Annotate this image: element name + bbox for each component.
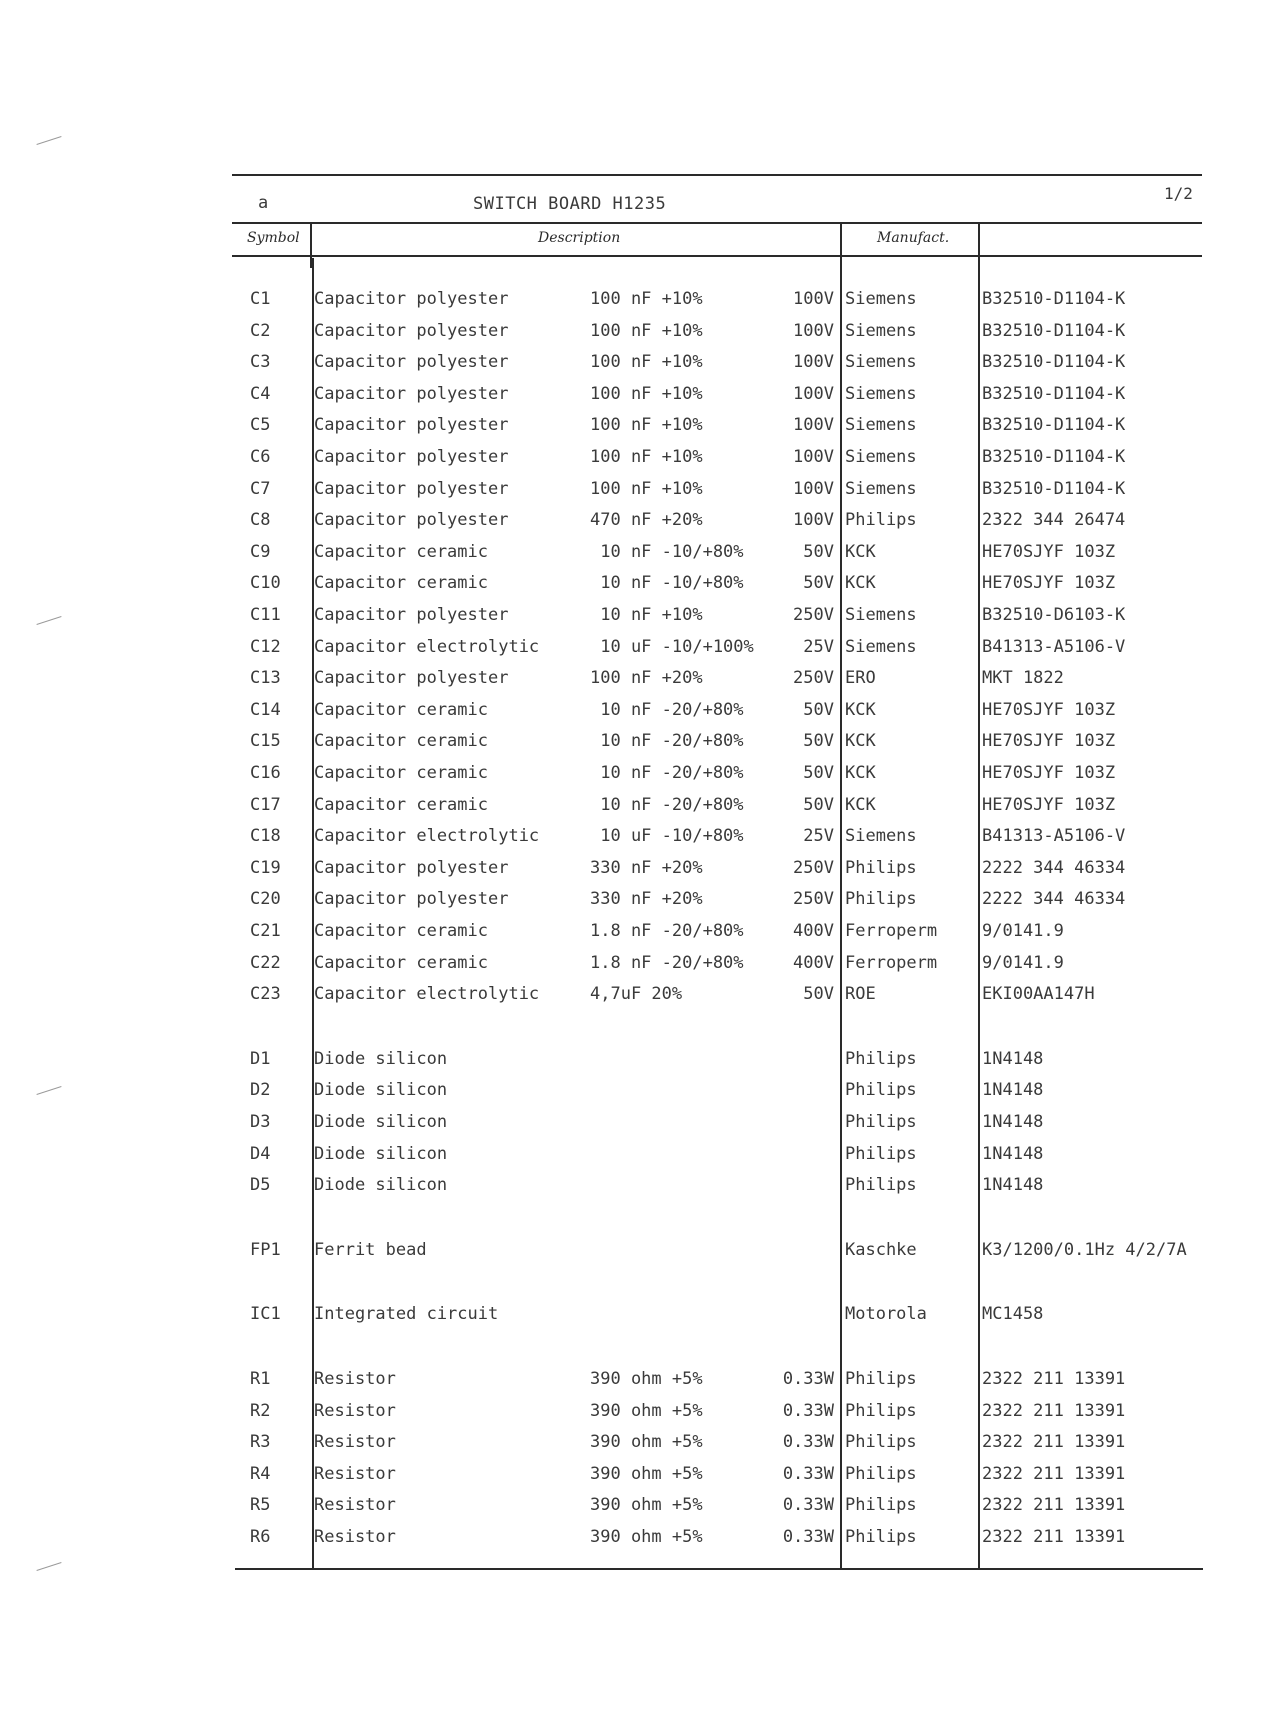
- row-rating: 50V: [803, 542, 834, 562]
- row-part-number: 2322 211 13391: [982, 1401, 1126, 1421]
- row-symbol: C16: [250, 763, 281, 783]
- table-row: [0, 410, 1275, 440]
- table-row: [0, 1522, 1275, 1552]
- table-row: [0, 948, 1275, 978]
- row-rating: 0.33W: [782, 1401, 834, 1421]
- table-row: [0, 1490, 1275, 1520]
- row-part-number: B41313-A5106-V: [982, 826, 1126, 846]
- row-value: 330 nF +20%: [590, 858, 703, 878]
- row-value: 100 nF +10%: [590, 447, 703, 467]
- row-manufacturer: KCK: [845, 542, 876, 562]
- row-description: Capacitor ceramic: [314, 731, 488, 751]
- row-part-number: 9/0141.9: [982, 921, 1064, 941]
- row-rating: 100V: [793, 289, 834, 309]
- row-symbol: R1: [250, 1369, 271, 1389]
- row-symbol: FP1: [250, 1240, 281, 1260]
- table-row: [0, 474, 1275, 504]
- column-header-symbol: Symbol: [247, 230, 300, 246]
- row-rating: 100V: [793, 321, 834, 341]
- row-rating: 0.33W: [782, 1495, 834, 1515]
- row-symbol: C18: [250, 826, 281, 846]
- table-row: [0, 568, 1275, 598]
- row-description: Resistor: [314, 1369, 396, 1389]
- row-symbol: C3: [250, 352, 271, 372]
- document-title: SWITCH BOARD H1235: [473, 194, 667, 214]
- section-letter: a: [258, 193, 269, 213]
- row-value: 100 nF +10%: [590, 415, 703, 435]
- table-row: [0, 379, 1275, 409]
- row-manufacturer: ROE: [845, 984, 876, 1004]
- table-row: [0, 884, 1275, 914]
- row-description: Diode silicon: [314, 1080, 448, 1100]
- row-description: Capacitor polyester: [314, 510, 509, 530]
- row-part-number: 1N4148: [982, 1080, 1044, 1100]
- row-manufacturer: Philips: [845, 1175, 917, 1195]
- row-manufacturer: Siemens: [845, 321, 917, 341]
- row-manufacturer: Siemens: [845, 826, 917, 846]
- row-description: Capacitor ceramic: [314, 573, 488, 593]
- table-row: [0, 853, 1275, 883]
- row-symbol: R6: [250, 1527, 271, 1547]
- table-row: [0, 316, 1275, 346]
- row-value: 10 nF -20/+80%: [590, 763, 744, 783]
- row-description: Capacitor ceramic: [314, 763, 488, 783]
- table-row: [0, 1170, 1275, 1200]
- row-manufacturer: Siemens: [845, 289, 917, 309]
- row-symbol: C1: [250, 289, 271, 309]
- row-rating: 0.33W: [782, 1432, 834, 1452]
- row-description: Capacitor ceramic: [314, 953, 488, 973]
- row-description: Capacitor polyester: [314, 415, 509, 435]
- row-manufacturer: Kaschke: [845, 1240, 917, 1260]
- table-row: [0, 1396, 1275, 1426]
- row-description: Capacitor polyester: [314, 447, 509, 467]
- row-symbol: C13: [250, 668, 281, 688]
- header-rule: [232, 222, 1202, 224]
- page-number: 1/2: [1164, 184, 1193, 203]
- row-part-number: 2322 211 13391: [982, 1527, 1126, 1547]
- row-description: Capacitor polyester: [314, 321, 509, 341]
- row-rating: 100V: [793, 510, 834, 530]
- table-row: [0, 979, 1275, 1009]
- row-symbol: C7: [250, 479, 271, 499]
- table-row: [0, 1139, 1275, 1169]
- row-rating: 100V: [793, 447, 834, 467]
- row-symbol: C23: [250, 984, 281, 1004]
- row-manufacturer: Siemens: [845, 605, 917, 625]
- row-description: Diode silicon: [314, 1049, 448, 1069]
- row-symbol: C2: [250, 321, 271, 341]
- row-value: 390 ohm +5%: [590, 1495, 703, 1515]
- row-part-number: B41313-A5106-V: [982, 637, 1126, 657]
- row-value: 1.8 nF -20/+80%: [590, 953, 744, 973]
- row-part-number: MKT 1822: [982, 668, 1064, 688]
- row-part-number: HE70SJYF 103Z: [982, 573, 1116, 593]
- row-symbol: C12: [250, 637, 281, 657]
- table-row: [0, 758, 1275, 788]
- row-description: Ferrit bead: [314, 1240, 427, 1260]
- row-symbol: D2: [250, 1080, 271, 1100]
- table-row: [0, 537, 1275, 567]
- row-manufacturer: Siemens: [845, 447, 917, 467]
- row-symbol: C9: [250, 542, 271, 562]
- row-description: Capacitor ceramic: [314, 700, 488, 720]
- row-description: Capacitor polyester: [314, 479, 509, 499]
- row-part-number: EKI00AA147H: [982, 984, 1095, 1004]
- row-rating: 0.33W: [782, 1369, 834, 1389]
- row-manufacturer: KCK: [845, 573, 876, 593]
- row-part-number: B32510-D1104-K: [982, 384, 1126, 404]
- row-manufacturer: Philips: [845, 1369, 917, 1389]
- table-row: [0, 1459, 1275, 1489]
- row-part-number: HE70SJYF 103Z: [982, 763, 1116, 783]
- row-description: Capacitor ceramic: [314, 921, 488, 941]
- table-row: [0, 1044, 1275, 1074]
- row-rating: 50V: [803, 700, 834, 720]
- row-value: 100 nF +10%: [590, 479, 703, 499]
- row-symbol: C5: [250, 415, 271, 435]
- row-value: 100 nF +10%: [590, 289, 703, 309]
- row-description: Resistor: [314, 1527, 396, 1547]
- table-row: [0, 505, 1275, 535]
- row-manufacturer: Philips: [845, 889, 917, 909]
- table-row: [0, 442, 1275, 472]
- row-manufacturer: Philips: [845, 858, 917, 878]
- row-part-number: B32510-D6103-K: [982, 605, 1126, 625]
- row-manufacturer: Philips: [845, 1527, 917, 1547]
- table-row: [0, 790, 1275, 820]
- column-header-description: Description: [538, 230, 621, 246]
- row-part-number: 2222 344 46334: [982, 889, 1126, 909]
- row-part-number: 1N4148: [982, 1175, 1044, 1195]
- table-row: [0, 347, 1275, 377]
- row-manufacturer: Philips: [845, 1080, 917, 1100]
- row-symbol: D3: [250, 1112, 271, 1132]
- row-part-number: MC1458: [982, 1304, 1044, 1324]
- row-description: Capacitor electrolytic: [314, 637, 540, 657]
- row-symbol: D1: [250, 1049, 271, 1069]
- row-value: 10 nF -10/+80%: [590, 542, 744, 562]
- row-description: Capacitor polyester: [314, 889, 509, 909]
- row-rating: 250V: [793, 605, 834, 625]
- row-symbol: D4: [250, 1144, 271, 1164]
- row-description: Diode silicon: [314, 1112, 448, 1132]
- row-manufacturer: KCK: [845, 700, 876, 720]
- row-symbol: C19: [250, 858, 281, 878]
- row-manufacturer: Siemens: [845, 384, 917, 404]
- row-manufacturer: Motorola: [845, 1304, 927, 1324]
- row-rating: 100V: [793, 352, 834, 372]
- row-description: Diode silicon: [314, 1175, 448, 1195]
- table-row: [0, 600, 1275, 630]
- row-manufacturer: Philips: [845, 1144, 917, 1164]
- row-value: 390 ohm +5%: [590, 1527, 703, 1547]
- row-rating: 25V: [803, 826, 834, 846]
- row-rating: 0.33W: [782, 1527, 834, 1547]
- row-rating: 50V: [803, 763, 834, 783]
- top-rule: [232, 174, 1202, 176]
- row-description: Capacitor polyester: [314, 858, 509, 878]
- row-symbol: D5: [250, 1175, 271, 1195]
- row-symbol: IC1: [250, 1304, 281, 1324]
- table-row: [0, 632, 1275, 662]
- row-part-number: HE70SJYF 103Z: [982, 542, 1116, 562]
- row-value: 390 ohm +5%: [590, 1369, 703, 1389]
- table-row: [0, 663, 1275, 693]
- row-description: Resistor: [314, 1432, 396, 1452]
- row-part-number: 1N4148: [982, 1049, 1044, 1069]
- row-part-number: HE70SJYF 103Z: [982, 731, 1116, 751]
- row-symbol: C21: [250, 921, 281, 941]
- row-value: 10 nF -20/+80%: [590, 700, 744, 720]
- row-value: 4,7uF 20%: [590, 984, 683, 1004]
- row-description: Capacitor polyester: [314, 352, 509, 372]
- row-description: Capacitor polyester: [314, 668, 509, 688]
- row-rating: 400V: [793, 953, 834, 973]
- row-description: Diode silicon: [314, 1144, 448, 1164]
- row-manufacturer: Philips: [845, 510, 917, 530]
- table-row: [0, 284, 1275, 314]
- row-symbol: R5: [250, 1495, 271, 1515]
- row-part-number: B32510-D1104-K: [982, 447, 1126, 467]
- row-part-number: B32510-D1104-K: [982, 415, 1126, 435]
- row-value: 10 uF -10/+100%: [590, 637, 754, 657]
- column-header-rule: [232, 255, 1202, 257]
- row-manufacturer: Philips: [845, 1464, 917, 1484]
- row-symbol: C22: [250, 953, 281, 973]
- row-symbol: R3: [250, 1432, 271, 1452]
- row-part-number: 9/0141.9: [982, 953, 1064, 973]
- scan-mark: [36, 136, 61, 145]
- row-part-number: B32510-D1104-K: [982, 352, 1126, 372]
- row-manufacturer: KCK: [845, 763, 876, 783]
- row-value: 100 nF +20%: [590, 668, 703, 688]
- row-symbol: C11: [250, 605, 281, 625]
- row-manufacturer: Philips: [845, 1401, 917, 1421]
- row-part-number: 1N4148: [982, 1144, 1044, 1164]
- table-row: [0, 695, 1275, 725]
- row-value: 100 nF +10%: [590, 352, 703, 372]
- row-value: 470 nF +20%: [590, 510, 703, 530]
- table-row: [0, 821, 1275, 851]
- table-row: [0, 1427, 1275, 1457]
- row-symbol: C20: [250, 889, 281, 909]
- row-manufacturer: Philips: [845, 1049, 917, 1069]
- row-symbol: C17: [250, 795, 281, 815]
- row-value: 10 nF +10%: [590, 605, 703, 625]
- table-row: [0, 916, 1275, 946]
- row-part-number: B32510-D1104-K: [982, 479, 1126, 499]
- table-row: [0, 1364, 1275, 1394]
- row-description: Resistor: [314, 1495, 396, 1515]
- table-row: [0, 1075, 1275, 1105]
- row-description: Capacitor electrolytic: [314, 826, 540, 846]
- row-part-number: 2222 344 46334: [982, 858, 1126, 878]
- row-rating: 50V: [803, 731, 834, 751]
- row-symbol: C15: [250, 731, 281, 751]
- row-value: 10 nF -10/+80%: [590, 573, 744, 593]
- row-symbol: C6: [250, 447, 271, 467]
- row-value: 100 nF +10%: [590, 321, 703, 341]
- row-manufacturer: Siemens: [845, 637, 917, 657]
- scan-mark: [36, 1562, 61, 1571]
- row-rating: 400V: [793, 921, 834, 941]
- row-part-number: K3/1200/0.1Hz 4/2/7A: [982, 1240, 1187, 1260]
- row-rating: 100V: [793, 479, 834, 499]
- row-part-number: B32510-D1104-K: [982, 289, 1126, 309]
- row-manufacturer: Ferroperm: [845, 921, 938, 941]
- row-manufacturer: Philips: [845, 1495, 917, 1515]
- row-manufacturer: ERO: [845, 668, 876, 688]
- row-description: Capacitor ceramic: [314, 542, 488, 562]
- row-value: 390 ohm +5%: [590, 1464, 703, 1484]
- row-manufacturer: Philips: [845, 1432, 917, 1452]
- table-row: [0, 1235, 1275, 1265]
- row-part-number: 2322 211 13391: [982, 1432, 1126, 1452]
- row-manufacturer: KCK: [845, 795, 876, 815]
- row-value: 10 uF -10/+80%: [590, 826, 744, 846]
- row-manufacturer: KCK: [845, 731, 876, 751]
- row-rating: 250V: [793, 889, 834, 909]
- row-value: 1.8 nF -20/+80%: [590, 921, 744, 941]
- row-value: 10 nF -20/+80%: [590, 795, 744, 815]
- row-rating: 50V: [803, 795, 834, 815]
- row-value: 100 nF +10%: [590, 384, 703, 404]
- row-rating: 250V: [793, 858, 834, 878]
- row-description: Capacitor polyester: [314, 605, 509, 625]
- row-symbol: R2: [250, 1401, 271, 1421]
- row-description: Integrated circuit: [314, 1304, 499, 1324]
- row-manufacturer: Philips: [845, 1112, 917, 1132]
- row-symbol: R4: [250, 1464, 271, 1484]
- row-manufacturer: Siemens: [845, 479, 917, 499]
- row-rating: 100V: [793, 384, 834, 404]
- row-description: Capacitor electrolytic: [314, 984, 540, 1004]
- row-value: 10 nF -20/+80%: [590, 731, 744, 751]
- row-value: 390 ohm +5%: [590, 1401, 703, 1421]
- column-header-manufacturer: Manufact.: [877, 230, 950, 246]
- row-part-number: 2322 211 13391: [982, 1495, 1126, 1515]
- row-symbol: C8: [250, 510, 271, 530]
- row-rating: 250V: [793, 668, 834, 688]
- row-rating: 100V: [793, 415, 834, 435]
- table-row: [0, 1107, 1275, 1137]
- row-description: Capacitor polyester: [314, 289, 509, 309]
- bottom-rule: [235, 1568, 1203, 1570]
- table-row: [0, 726, 1275, 756]
- row-rating: 0.33W: [782, 1464, 834, 1484]
- table-row: [0, 1299, 1275, 1329]
- row-part-number: HE70SJYF 103Z: [982, 700, 1116, 720]
- row-description: Resistor: [314, 1401, 396, 1421]
- row-part-number: 2322 211 13391: [982, 1464, 1126, 1484]
- row-symbol: C10: [250, 573, 281, 593]
- row-part-number: B32510-D1104-K: [982, 321, 1126, 341]
- row-value: 330 nF +20%: [590, 889, 703, 909]
- row-part-number: 1N4148: [982, 1112, 1044, 1132]
- row-part-number: 2322 211 13391: [982, 1369, 1126, 1389]
- row-part-number: HE70SJYF 103Z: [982, 795, 1116, 815]
- row-rating: 50V: [803, 984, 834, 1004]
- row-description: Capacitor ceramic: [314, 795, 488, 815]
- row-rating: 25V: [803, 637, 834, 657]
- row-symbol: C4: [250, 384, 271, 404]
- row-description: Capacitor polyester: [314, 384, 509, 404]
- row-manufacturer: Siemens: [845, 415, 917, 435]
- row-description: Resistor: [314, 1464, 396, 1484]
- row-symbol: C14: [250, 700, 281, 720]
- row-manufacturer: Siemens: [845, 352, 917, 372]
- row-rating: 50V: [803, 573, 834, 593]
- row-part-number: 2322 344 26474: [982, 510, 1126, 530]
- row-value: 390 ohm +5%: [590, 1432, 703, 1452]
- row-manufacturer: Ferroperm: [845, 953, 938, 973]
